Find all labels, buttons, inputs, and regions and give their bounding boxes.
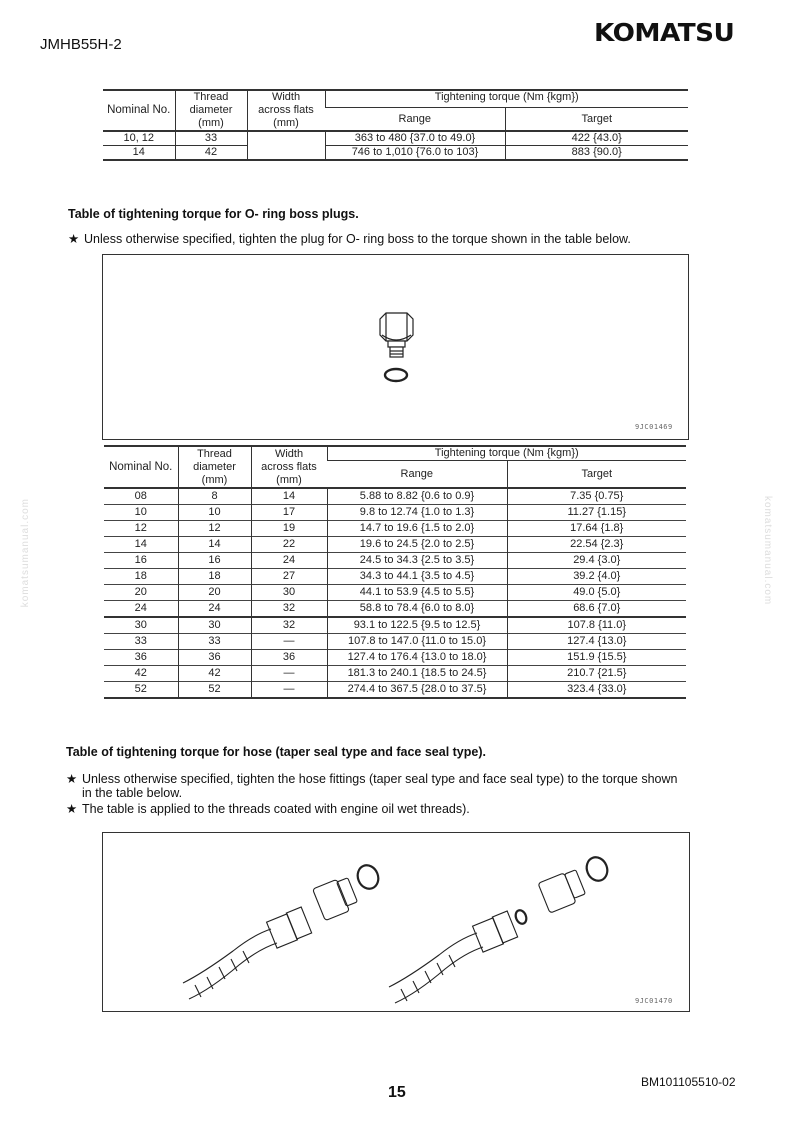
figure-code: 9JC01470 — [635, 997, 673, 1005]
note-hose-2: ★ The table is applied to the threads coated with engine oil wet threads). — [66, 802, 470, 816]
table-row: 10 10 17 9.8 to 12.74 {1.0 to 1.3} 11.27 {1.15} — [104, 505, 686, 521]
section-heading-oring: Table of tightening torque for O- ring boss plugs. — [68, 207, 359, 221]
header-thread: Thread diameter (mm) — [178, 446, 251, 488]
watermark-left: komatsumanual.com — [20, 498, 31, 608]
table-row: 14 14 22 19.6 to 24.5 {2.0 to 2.5} 22.54 {2.3} — [104, 537, 686, 553]
page-number: 15 — [388, 1084, 406, 1101]
table-row: 52 52 — 274.4 to 367.5 {28.0 to 37.5} 323.4 {33.0} — [104, 682, 686, 699]
header-target: Target — [505, 108, 688, 132]
table-row: 16 16 24 24.5 to 34.3 {2.5 to 3.5} 29.4 {3.0} — [104, 553, 686, 569]
model-code: JMHB55H-2 — [40, 36, 122, 53]
watermark-right: komatsumanual.com — [762, 496, 773, 606]
star-icon: ★ — [66, 802, 78, 816]
table-row: 18 18 27 34.3 to 44.1 {3.5 to 4.5} 39.2 {4.0} — [104, 569, 686, 585]
table-row: 42 42 — 181.3 to 240.1 {18.5 to 24.5} 210.7 {21.5} — [104, 666, 686, 682]
header-nominal: Nominal No. — [104, 446, 178, 488]
note-oring: ★ Unless otherwise specified, tighten the plug for O- ring boss to the torque shown in the table below. — [68, 232, 631, 246]
star-icon: ★ — [66, 772, 78, 786]
table-row: 33 33 — 107.8 to 147.0 {11.0 to 15.0} 127.4 {13.0} — [104, 634, 686, 650]
table-row: 30 30 32 93.1 to 122.5 {9.5 to 12.5} 107.8 {11.0} — [104, 617, 686, 634]
star-icon: ★ — [68, 232, 80, 246]
figure-hose-fittings — [102, 832, 690, 1012]
table-row: 08 8 14 5.88 to 8.82 {0.6 to 0.9} 7.35 {0.75} — [104, 488, 686, 505]
header-torque: Tightening torque (Nm {kgm}) — [327, 446, 686, 461]
header-nominal: Nominal No. — [103, 90, 175, 131]
section-heading-hose: Table of tightening torque for hose (taper seal type and face seal type). — [66, 745, 486, 759]
table-row: 14 42 746 to 1,010 {76.0 to 103} 883 {90.0} — [103, 146, 688, 161]
figure-code: 9JC01469 — [635, 423, 673, 431]
hose-fittings-illustration — [103, 833, 689, 1011]
header-torque: Tightening torque (Nm {kgm}) — [325, 90, 688, 108]
header-width: Width across flats (mm) — [247, 90, 325, 131]
header-range: Range — [325, 108, 505, 132]
table-row: 12 12 19 14.7 to 19.6 {1.5 to 2.0} 17.64 {1.8} — [104, 521, 686, 537]
header-thread: Thread diameter (mm) — [175, 90, 247, 131]
document-id: BM101105510-02 — [641, 1075, 736, 1089]
table-row: 36 36 36 127.4 to 176.4 {13.0 to 18.0} 151.9 {15.5} — [104, 650, 686, 666]
header-target: Target — [507, 461, 686, 489]
note-hose-1: ★ Unless otherwise specified, tighten the hose fittings (taper seal type and face seal type) to the torque shown in the table below. — [66, 772, 678, 800]
table-row: 10, 12 33 363 to 480 {37.0 to 49.0} 422 {43.0} — [103, 131, 688, 146]
torque-table-top — [103, 89, 688, 161]
table-row: 20 20 30 44.1 to 53.9 {4.5 to 5.5} 49.0 {5.0} — [104, 585, 686, 601]
header-width: Width across flats (mm) — [251, 446, 327, 488]
figure-oring-boss-plug — [102, 254, 689, 440]
table-row: 24 24 32 58.8 to 78.4 {6.0 to 8.0} 68.6 {7.0} — [104, 601, 686, 618]
komatsu-logo: KOMATSU — [594, 18, 735, 47]
header-range: Range — [327, 461, 507, 489]
torque-table-oring — [104, 445, 686, 699]
oring-plug-illustration — [103, 255, 688, 439]
